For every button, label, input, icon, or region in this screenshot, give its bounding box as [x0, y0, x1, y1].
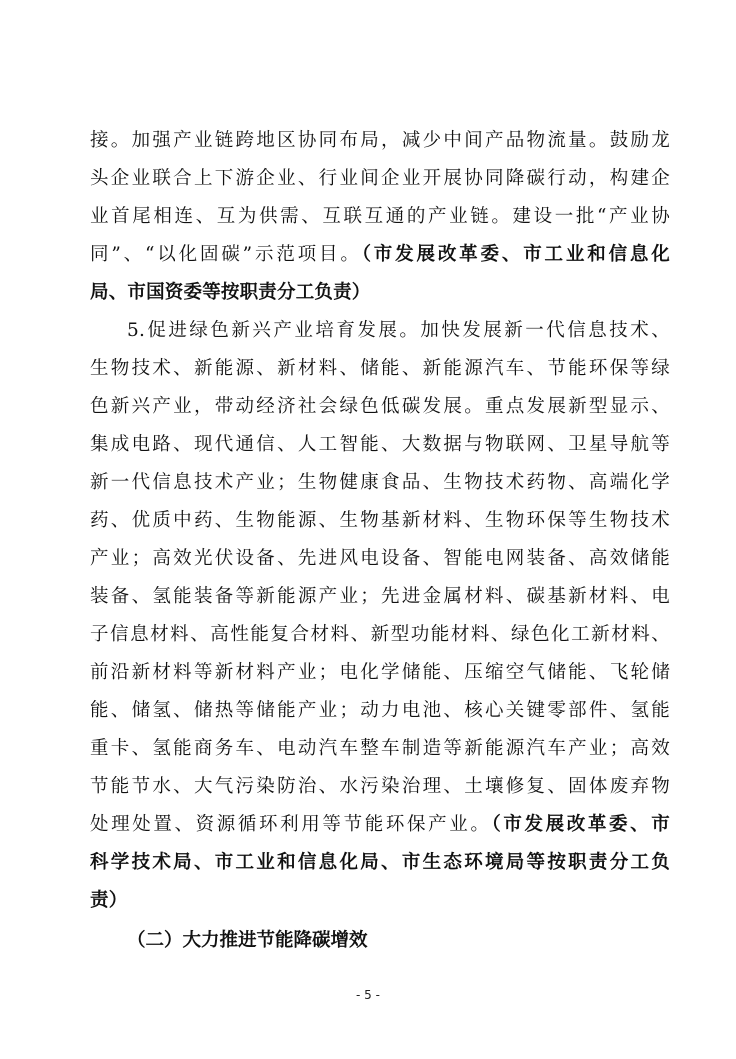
text-line: 头企业联合上下游企业、行业间企业开展协同降碳行动，构建企 — [90, 168, 670, 189]
text-line: 装备、氢能装备等新能源产业；先进金属材料、碳基新材料、电 — [90, 586, 670, 607]
text-line: 前沿新材料等新材料产业；电化学储能、压缩空气储能、飞轮储 — [90, 662, 670, 683]
text-line: 处理处置、资源循环利用等节能环保产业。（市发展改革委、市 — [90, 814, 670, 835]
page-number: - 5 - — [356, 988, 380, 1002]
body-text — [90, 122, 670, 920]
section-heading: （二）大力推进节能降碳增效 — [127, 930, 368, 951]
text-line: 业首尾相连、互为供需、互联互通的产业链。建设一批“产业协 — [90, 206, 670, 227]
text-line: 生物技术、新能源、新材料、储能、新能源汽车、节能环保等绿 — [90, 358, 670, 379]
text-line: 产业；高效光伏设备、先进风电设备、智能电网装备、高效储能 — [90, 548, 670, 569]
text-line: 5.促进绿色新兴产业培育发展。加快发展新一代信息技术、 — [127, 320, 670, 341]
text-line: 能、储氢、储热等储能产业；动力电池、核心关键零部件、氢能 — [90, 700, 670, 721]
text-line: 药、优质中药、生物能源、生物基新材料、生物环保等生物技术 — [90, 510, 670, 531]
text-line: 色新兴产业，带动经济社会绿色低碳发展。重点发展新型显示、 — [90, 396, 670, 417]
text-line: 集成电路、现代通信、人工智能、大数据与物联网、卫星导航等 — [90, 434, 670, 455]
text-line: 科学技术局、市工业和信息化局、市生态环境局等按职责分工负 — [90, 852, 670, 873]
text-line: 责） — [90, 890, 128, 911]
text-line: 接。加强产业链跨地区协同布局，减少中间产品物流量。鼓励龙 — [90, 130, 670, 151]
text-line: 子信息材料、高性能复合材料、新型功能材料、绿色化工新材料、 — [90, 624, 670, 645]
text-line: 局、市国资委等按职责分工负责） — [90, 282, 371, 303]
text-line: 同”、“以化固碳”示范项目。（市发展改革委、市工业和信息化 — [90, 244, 670, 265]
text-line: 节能节水、大气污染防治、水污染治理、土壤修复、固体废弃物 — [90, 776, 670, 797]
text-line: 新一代信息技术产业；生物健康食品、生物技术药物、高端化学 — [90, 472, 670, 493]
text-line: 重卡、氢能商务车、电动汽车整车制造等新能源汽车产业；高效 — [90, 738, 670, 759]
